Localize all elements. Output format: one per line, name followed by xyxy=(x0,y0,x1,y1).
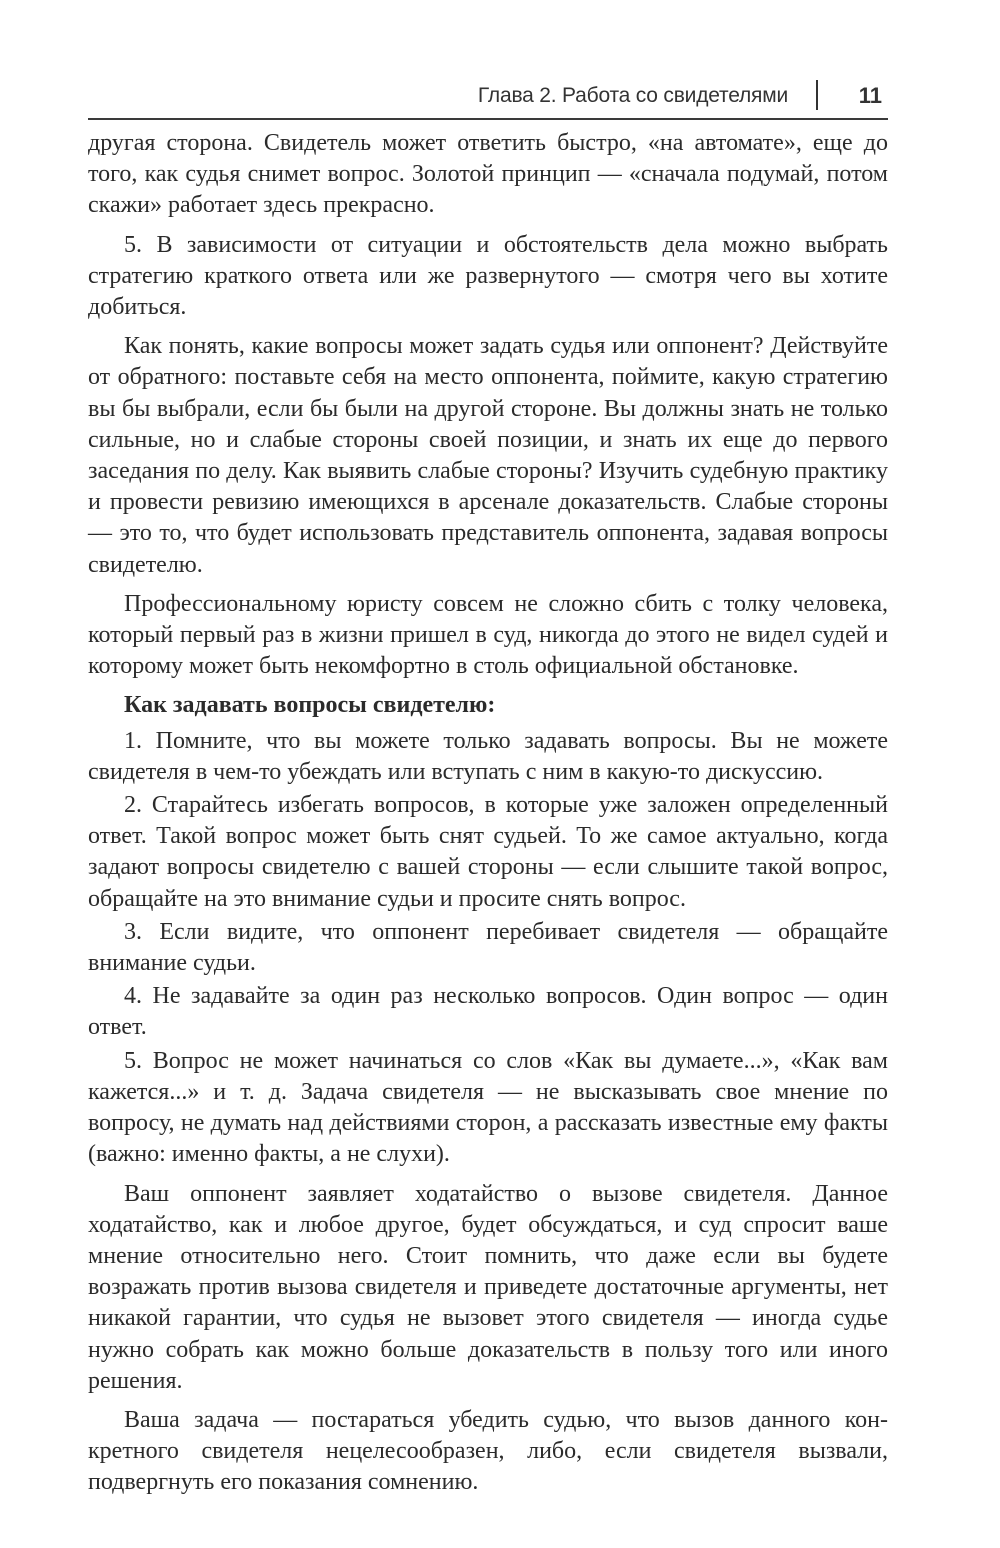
paragraph-motion: Ваш оппонент заявляет ходатайство о вызове свидетеля. Данное ходатайство, как и любое другое, будет обсуждаться, и суд спросит ваше мнение относительно него. Стоит помнить, что даже если вы будете возражать против вызова свидетеля и приведете достаточные аргументы, нет никакой гарантии, что судья не вызовет этого свидетеля — иногда судье нужно собрать как можно больше доказательств в пользу того или иного решения. xyxy=(88,1180,888,1394)
paragraph-task: Ваша задача — постараться убедить судью, что вызов данного конкретного свидетеля нецелесообразен, либо, если свидетеля вызвали, подвергнуть его показания сомнению. xyxy=(88,1406,888,1496)
list-item-5-strategy: 5. В зависимости от ситуации и обстоятельств дела можно выбрать стратегию краткого ответа или же развернутого — смотря чего вы хотите добиться. xyxy=(88,231,888,321)
body-text xyxy=(88,128,888,1507)
page-header xyxy=(88,80,888,120)
running-head: Глава 2. Работа со свидетелями xyxy=(477,84,788,107)
paragraph-continued: другая сторона. Свидетель может ответить быстро, «на автомате», еще до того, как судья снимет вопрос. Золотой принцип — «сначала подумай, потом скажи» работает здесь прекрасно. xyxy=(88,130,888,219)
list-item-4: 4. Не задавайте за один раз несколько вопросов. Один вопрос — один ответ. xyxy=(88,983,888,1041)
paragraph-opponent-questions: Как понять, какие вопросы может задать судья или оппонент? Действуйте от обратного: поставьте себя на место оппонента, поймите, какую стратегию вы бы выбрали, если бы были на другой стороне. Вы должны знать не только сильные, но и слабые стороны своей позиции, и знать их еще до первого заседания по делу. Как выявить слабые стороны? Изучить судебную практику и провести ревизию имеющихся в арсенале доказательств. Слабые стороны — это то, что будет использовать представитель оппонента, задавая вопросы свидетелю. xyxy=(88,333,888,578)
list-item-1: 1. Помните, что вы можете только задавать вопросы. Вы не можете свидетеля в чем-то убеждать или вступать с ним в какую-то дискуссию. xyxy=(88,727,888,785)
paragraph-professional-lawyer: Профессиональному юристу совсем не сложно сбить с толку человека, который первый раз в жизни пришел в суд, никогда до этого не видел судей и которому может быть некомфортно в столь официальной обстановке. xyxy=(88,590,888,680)
page-number: 11 xyxy=(858,83,882,108)
list-item-2: 2. Старайтесь избегать вопросов, в которые уже заложен определенный ответ. Такой вопрос может быть снят судьей. То же самое актуально, когда задают вопросы свидетелю с вашей стороны — если слышите такой вопрос, обращайте на это внимание судьи и просите снять вопрос. xyxy=(88,792,888,912)
list-item-5: 5. Вопрос не может начинаться со слов «Как вы думаете...», «Как вам кажется...» и т. д. Задача свидетеля — не высказывать свое мнение по вопросу, не думать над действиями сторон, а рассказать известные ему факты (важно: именно факты, а не слухи). xyxy=(88,1047,888,1168)
list-item-3: 3. Если видите, что оппонент перебивает свидетеля — обращайте внимание судьи. xyxy=(88,918,888,977)
header-divider xyxy=(816,80,818,110)
section-heading: Как задавать вопросы свидетелю: xyxy=(124,692,496,719)
